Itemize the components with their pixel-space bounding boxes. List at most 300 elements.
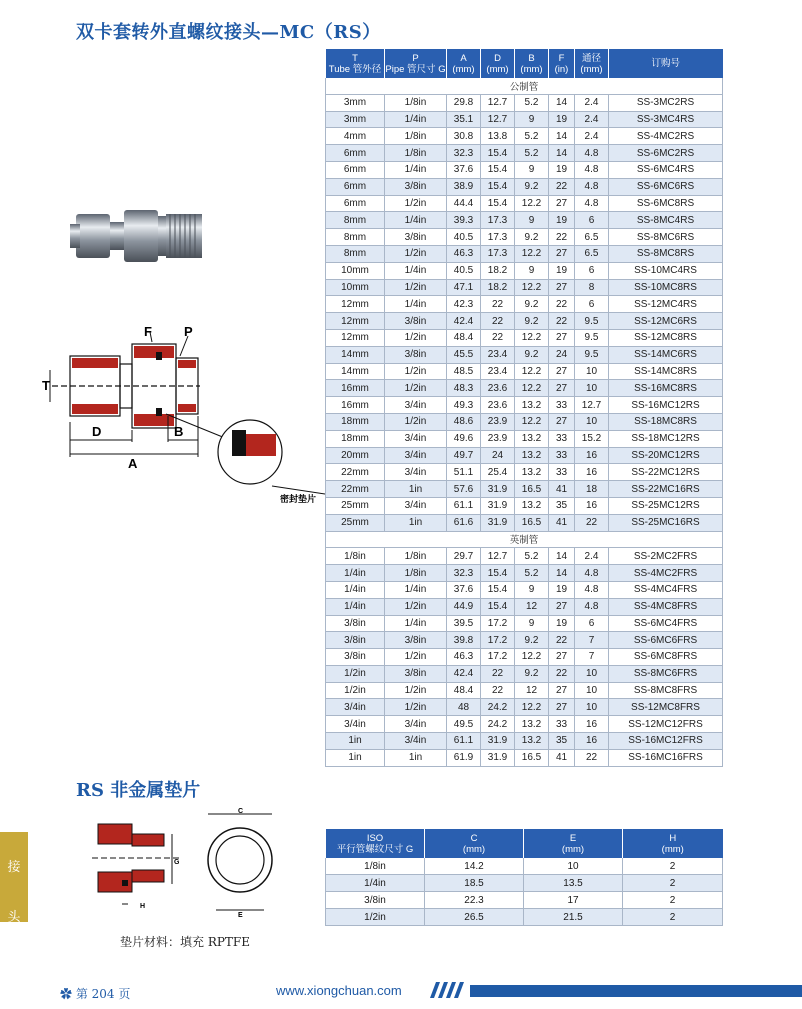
table-cell: 1/4in	[385, 111, 447, 128]
table-cell: 6.5	[575, 229, 609, 246]
page-title: 双卡套转外直螺纹接头—MC（RS）	[76, 22, 381, 43]
table-cell: 32.3	[447, 565, 481, 582]
table-cell: 6	[575, 615, 609, 632]
table-cell: 18mm	[326, 430, 385, 447]
table-cell: 42.4	[447, 665, 481, 682]
table-cell: 49.7	[447, 447, 481, 464]
table-cell: 29.7	[447, 548, 481, 565]
table-cell: 32.3	[447, 145, 481, 162]
table-cell: 4.8	[575, 145, 609, 162]
table-cell: 2	[623, 875, 723, 892]
table-cell: 26.5	[425, 909, 524, 926]
table-cell: 39.8	[447, 632, 481, 649]
spec-table-header	[326, 49, 723, 78]
table-cell: 33	[549, 430, 575, 447]
table-cell: 15.4	[481, 145, 515, 162]
table-cell: 39.3	[447, 212, 481, 229]
table-cell: 1/2in	[326, 665, 385, 682]
table-cell: 33	[549, 447, 575, 464]
table-cell: 8mm	[326, 212, 385, 229]
table-cell: 1/4in	[385, 161, 447, 178]
table-row	[326, 447, 723, 464]
table-row	[326, 161, 723, 178]
table-cell: 22	[549, 665, 575, 682]
table-row	[326, 397, 723, 414]
table-row	[326, 94, 723, 111]
table-cell: 13.5	[524, 875, 623, 892]
table-cell: 13.8	[481, 128, 515, 145]
table-cell: 1/2in	[385, 413, 447, 430]
section-tab-char-1: 接	[7, 860, 21, 875]
table-row	[326, 195, 723, 212]
table-cell: 9	[515, 212, 549, 229]
table-cell: 10	[575, 699, 609, 716]
table-row	[326, 262, 723, 279]
table-cell: 19	[549, 111, 575, 128]
table-cell: 5.2	[515, 548, 549, 565]
table-cell: 13.2	[515, 733, 549, 750]
table-cell: 16	[575, 716, 609, 733]
table-row	[326, 430, 723, 447]
table-cell: 15.4	[481, 581, 515, 598]
spec-header-line1: P	[412, 52, 419, 64]
gasket-title: RS 非金属垫片	[76, 780, 201, 801]
table-cell: 9.5	[575, 329, 609, 346]
table-cell: 1in	[385, 481, 447, 498]
table-cell: 13.2	[515, 497, 549, 514]
table-cell: 48.6	[447, 413, 481, 430]
gasket-section-drawing	[92, 812, 187, 917]
table-cell: 4mm	[326, 128, 385, 145]
table-cell: 21.5	[524, 909, 623, 926]
table-cell: SS-4MC8FRS	[609, 598, 723, 615]
table-cell: 1/4in	[385, 212, 447, 229]
table-cell: 25.4	[481, 464, 515, 481]
spec-header-7	[609, 49, 723, 78]
table-cell: 41	[549, 514, 575, 531]
table-cell: 12.2	[515, 413, 549, 430]
table-cell: 12.2	[515, 363, 549, 380]
table-row	[326, 245, 723, 262]
table-cell: 41	[549, 481, 575, 498]
table-cell: 14	[549, 145, 575, 162]
fitting-photo	[70, 196, 210, 278]
table-cell: 8	[575, 279, 609, 296]
table-cell: SS-14MC8RS	[609, 363, 723, 380]
table-row	[326, 296, 723, 313]
table-cell: 27	[549, 279, 575, 296]
table-cell: 22mm	[326, 464, 385, 481]
table-cell: 3mm	[326, 111, 385, 128]
table-cell: 9	[515, 262, 549, 279]
table-cell: 41	[549, 749, 575, 766]
gasket-table-header	[326, 829, 723, 858]
gasket-header-2	[524, 829, 623, 858]
table-row	[326, 581, 723, 598]
table-row	[326, 481, 723, 498]
table-cell: 16	[575, 733, 609, 750]
table-cell: 2	[623, 892, 723, 909]
table-cell: 12mm	[326, 296, 385, 313]
table-row	[326, 363, 723, 380]
table-cell: 7	[575, 649, 609, 666]
table-cell: 22	[481, 665, 515, 682]
table-cell: 27	[549, 329, 575, 346]
table-cell: 5.2	[515, 145, 549, 162]
label-f: F	[144, 324, 152, 339]
table-cell: 10	[575, 665, 609, 682]
table-cell: 18.5	[425, 875, 524, 892]
table-cell: 1/8in	[385, 145, 447, 162]
table-cell: 3/4in	[385, 497, 447, 514]
table-cell: 16	[575, 497, 609, 514]
gasket-header-line1: C	[470, 832, 478, 844]
slash-decoration-icon	[424, 982, 470, 998]
table-cell: 6	[575, 262, 609, 279]
table-cell: 1/8in	[385, 94, 447, 111]
table-cell: 12.2	[515, 279, 549, 296]
table-row	[326, 329, 723, 346]
gasket-header-line1: ISO	[366, 832, 384, 844]
section-tab-char-2: 头	[7, 910, 21, 925]
gasket-material: 垫片材料：填充 RPTFE	[120, 935, 251, 949]
table-cell: 10mm	[326, 279, 385, 296]
gasket-header-3	[623, 829, 723, 858]
spec-header-line1: F	[558, 52, 565, 64]
table-cell: 31.9	[481, 497, 515, 514]
gasket-header-line2: 平行管螺纹尺寸 G	[336, 843, 414, 855]
table-cell: 3/4in	[385, 464, 447, 481]
table-cell: 16	[575, 464, 609, 481]
table-cell: 22.3	[425, 892, 524, 909]
spec-header-line2: (in)	[554, 63, 569, 75]
table-cell: 12.2	[515, 195, 549, 212]
table-cell: 18.2	[481, 262, 515, 279]
table-cell: 12.2	[515, 245, 549, 262]
table-cell: 8mm	[326, 229, 385, 246]
table-cell: 22	[481, 296, 515, 313]
spec-header-0	[326, 49, 385, 78]
table-cell: 1/4in	[326, 565, 385, 582]
table-cell: 12	[515, 598, 549, 615]
table-cell: 46.3	[447, 245, 481, 262]
table-cell: 9.2	[515, 229, 549, 246]
website-link[interactable]: www.xiongchuan.com	[276, 983, 402, 998]
table-cell: 17.3	[481, 229, 515, 246]
table-cell: 4.8	[575, 195, 609, 212]
table-cell: 1/4in	[326, 581, 385, 598]
table-cell: 16mm	[326, 380, 385, 397]
table-row	[326, 749, 723, 766]
table-cell: 31.9	[481, 514, 515, 531]
table-cell: 48	[447, 699, 481, 716]
table-cell: 1/2in	[385, 279, 447, 296]
table-cell: 3/4in	[326, 699, 385, 716]
table-row	[326, 380, 723, 397]
table-cell: 38.9	[447, 178, 481, 195]
spec-header-line1: 订购号	[651, 58, 680, 69]
table-cell: 12.7	[481, 548, 515, 565]
table-cell: 19	[549, 615, 575, 632]
spec-header-line1: D	[494, 52, 501, 64]
table-cell: 19	[549, 581, 575, 598]
label-b: B	[174, 424, 184, 439]
table-cell: 48.3	[447, 380, 481, 397]
table-cell: 1/8in	[385, 565, 447, 582]
table-cell: 12.2	[515, 329, 549, 346]
table-cell: 31.9	[481, 749, 515, 766]
table-cell: 12.7	[481, 94, 515, 111]
table-cell: 12.7	[481, 111, 515, 128]
gasket-front-drawing	[202, 806, 282, 918]
table-row	[326, 279, 723, 296]
table-cell: 39.5	[447, 615, 481, 632]
table-cell: SS-14MC6RS	[609, 346, 723, 363]
table-cell: 1/8in	[326, 548, 385, 565]
table-cell: SS-6MC4FRS	[609, 615, 723, 632]
table-cell: 1in	[385, 514, 447, 531]
table-cell: 33	[549, 464, 575, 481]
table-cell: 3/8in	[385, 313, 447, 330]
table-cell: 4.8	[575, 598, 609, 615]
table-row	[326, 892, 723, 909]
table-cell: 1/2in	[385, 245, 447, 262]
table-cell: 6	[575, 212, 609, 229]
section-label: 公制管	[326, 78, 723, 94]
table-row	[326, 665, 723, 682]
table-cell: SS-16MC8RS	[609, 380, 723, 397]
gasket-header-line2: (mm)	[561, 843, 585, 855]
table-cell: 48.4	[447, 329, 481, 346]
table-cell: 9.2	[515, 296, 549, 313]
table-cell: 42.3	[447, 296, 481, 313]
table-cell: 1/2in	[385, 682, 447, 699]
table-cell: 44.4	[447, 195, 481, 212]
table-cell: 17.2	[481, 615, 515, 632]
table-cell: 24	[549, 346, 575, 363]
table-cell: 10	[575, 413, 609, 430]
table-cell: 16.5	[515, 481, 549, 498]
table-row	[326, 111, 723, 128]
table-row	[326, 145, 723, 162]
table-cell: 1/8in	[385, 548, 447, 565]
table-cell: 18.2	[481, 279, 515, 296]
label-h: H	[140, 903, 146, 910]
table-cell: SS-6MC4RS	[609, 161, 723, 178]
table-cell: 22	[481, 313, 515, 330]
table-cell: 13.2	[515, 716, 549, 733]
table-cell: 1/4in	[385, 262, 447, 279]
table-cell: SS-4MC2FRS	[609, 565, 723, 582]
table-row	[326, 313, 723, 330]
table-cell: 9.2	[515, 632, 549, 649]
spec-header-5	[549, 49, 575, 78]
table-cell: 4.8	[575, 161, 609, 178]
label-g: G	[174, 859, 180, 866]
table-cell: 17.3	[481, 245, 515, 262]
spec-header-line2: Pipe 管尺寸 G	[385, 63, 446, 75]
table-cell: 2.4	[575, 548, 609, 565]
table-cell: 1/8in	[326, 858, 425, 875]
table-cell: 17.2	[481, 649, 515, 666]
table-cell: 15.4	[481, 195, 515, 212]
table-cell: 1/8in	[385, 128, 447, 145]
table-cell: 20mm	[326, 447, 385, 464]
table-cell: 10	[575, 380, 609, 397]
table-cell: 13.2	[515, 464, 549, 481]
section-label: 英制管	[326, 531, 723, 548]
table-row	[326, 875, 723, 892]
table-cell: 3/8in	[385, 229, 447, 246]
table-cell: SS-4MC4FRS	[609, 581, 723, 598]
table-cell: SS-22MC16RS	[609, 481, 723, 498]
section-row	[326, 531, 723, 548]
table-cell: 1in	[326, 749, 385, 766]
table-cell: SS-18MC8RS	[609, 413, 723, 430]
table-cell: 40.5	[447, 262, 481, 279]
table-cell: 3/8in	[385, 178, 447, 195]
table-cell: SS-6MC6FRS	[609, 632, 723, 649]
table-cell: 3/4in	[385, 716, 447, 733]
table-row	[326, 632, 723, 649]
table-cell: SS-16MC16FRS	[609, 749, 723, 766]
table-cell: SS-12MC12FRS	[609, 716, 723, 733]
spec-header-line1: B	[528, 52, 535, 64]
table-cell: 9.2	[515, 346, 549, 363]
table-cell: 3/8in	[326, 632, 385, 649]
table-cell: 2	[623, 858, 723, 875]
table-cell: 6mm	[326, 178, 385, 195]
table-cell: SS-12MC4RS	[609, 296, 723, 313]
table-cell: 23.9	[481, 413, 515, 430]
spec-header-line2: (mm)	[580, 63, 603, 75]
table-cell: 35.1	[447, 111, 481, 128]
table-cell: SS-8MC4RS	[609, 212, 723, 229]
table-cell: 61.1	[447, 497, 481, 514]
table-cell: SS-16MC12FRS	[609, 733, 723, 750]
spec-header-3	[481, 49, 515, 78]
table-cell: 27	[549, 245, 575, 262]
section-tab[interactable]	[0, 832, 28, 925]
table-cell: SS-10MC4RS	[609, 262, 723, 279]
table-cell: 9	[515, 111, 549, 128]
table-row	[326, 598, 723, 615]
table-cell: 1in	[385, 749, 447, 766]
spec-header-6	[575, 49, 609, 78]
table-cell: 24.2	[481, 699, 515, 716]
table-cell: 14mm	[326, 363, 385, 380]
table-cell: 9.5	[575, 346, 609, 363]
table-cell: 9	[515, 615, 549, 632]
gasket-header-line1: H	[669, 832, 677, 844]
table-cell: SS-8MC6FRS	[609, 665, 723, 682]
table-cell: 6mm	[326, 145, 385, 162]
spec-table	[325, 49, 723, 767]
table-cell: 8mm	[326, 245, 385, 262]
label-d: D	[92, 424, 102, 439]
table-cell: 1/2in	[385, 195, 447, 212]
table-cell: 4.8	[575, 565, 609, 582]
table-cell: 14mm	[326, 346, 385, 363]
table-row	[326, 497, 723, 514]
table-cell: 15.4	[481, 565, 515, 582]
table-cell: 5.2	[515, 128, 549, 145]
table-cell: 10mm	[326, 262, 385, 279]
table-cell: 49.6	[447, 430, 481, 447]
table-cell: 4.8	[575, 178, 609, 195]
table-row	[326, 716, 723, 733]
table-cell: 9	[515, 161, 549, 178]
table-cell: 2.4	[575, 94, 609, 111]
table-cell: 49.5	[447, 716, 481, 733]
table-cell: 35	[549, 497, 575, 514]
table-cell: 22	[549, 632, 575, 649]
table-cell: 22mm	[326, 481, 385, 498]
spec-header-line2: (mm)	[520, 63, 543, 75]
table-cell: 12.2	[515, 699, 549, 716]
table-cell: 7	[575, 632, 609, 649]
page-number: ✿ 第 204 页	[60, 987, 131, 1001]
table-row	[326, 346, 723, 363]
table-cell: SS-8MC8FRS	[609, 682, 723, 699]
table-cell: 9	[515, 581, 549, 598]
table-cell: 22	[549, 296, 575, 313]
table-cell: 24.2	[481, 716, 515, 733]
table-cell: 61.1	[447, 733, 481, 750]
table-cell: 49.3	[447, 397, 481, 414]
table-cell: 17	[524, 892, 623, 909]
table-cell: 3/8in	[326, 892, 425, 909]
table-cell: SS-18MC12RS	[609, 430, 723, 447]
table-cell: 37.6	[447, 581, 481, 598]
table-cell: 4.8	[575, 581, 609, 598]
gasket-header-line1: E	[569, 832, 577, 844]
table-cell: 48.4	[447, 682, 481, 699]
table-row	[326, 178, 723, 195]
table-cell: 27	[549, 413, 575, 430]
table-cell: 12.2	[515, 649, 549, 666]
table-cell: 23.6	[481, 380, 515, 397]
table-cell: 61.9	[447, 749, 481, 766]
table-cell: 1in	[326, 733, 385, 750]
table-cell: 22	[575, 514, 609, 531]
table-cell: 1/4in	[385, 615, 447, 632]
table-cell: 16	[575, 447, 609, 464]
spec-header-line1: A	[460, 52, 467, 64]
table-cell: 13.2	[515, 397, 549, 414]
table-cell: SS-20MC12RS	[609, 447, 723, 464]
table-cell: 23.4	[481, 346, 515, 363]
footer-bar	[470, 985, 802, 997]
table-cell: 22	[549, 229, 575, 246]
table-cell: 29.8	[447, 94, 481, 111]
label-t: T	[42, 378, 50, 393]
table-cell: 1/4in	[385, 581, 447, 598]
table-cell: 14	[549, 94, 575, 111]
spec-header-4	[515, 49, 549, 78]
table-cell: 3/4in	[385, 733, 447, 750]
table-cell: 3/4in	[326, 716, 385, 733]
table-row	[326, 413, 723, 430]
table-cell: SS-22MC12RS	[609, 464, 723, 481]
table-cell: SS-2MC2FRS	[609, 548, 723, 565]
table-cell: SS-12MC8FRS	[609, 699, 723, 716]
table-cell: 1/2in	[385, 649, 447, 666]
table-row	[326, 615, 723, 632]
table-cell: 19	[549, 212, 575, 229]
label-c: C	[238, 808, 244, 815]
table-cell: SS-12MC8RS	[609, 329, 723, 346]
